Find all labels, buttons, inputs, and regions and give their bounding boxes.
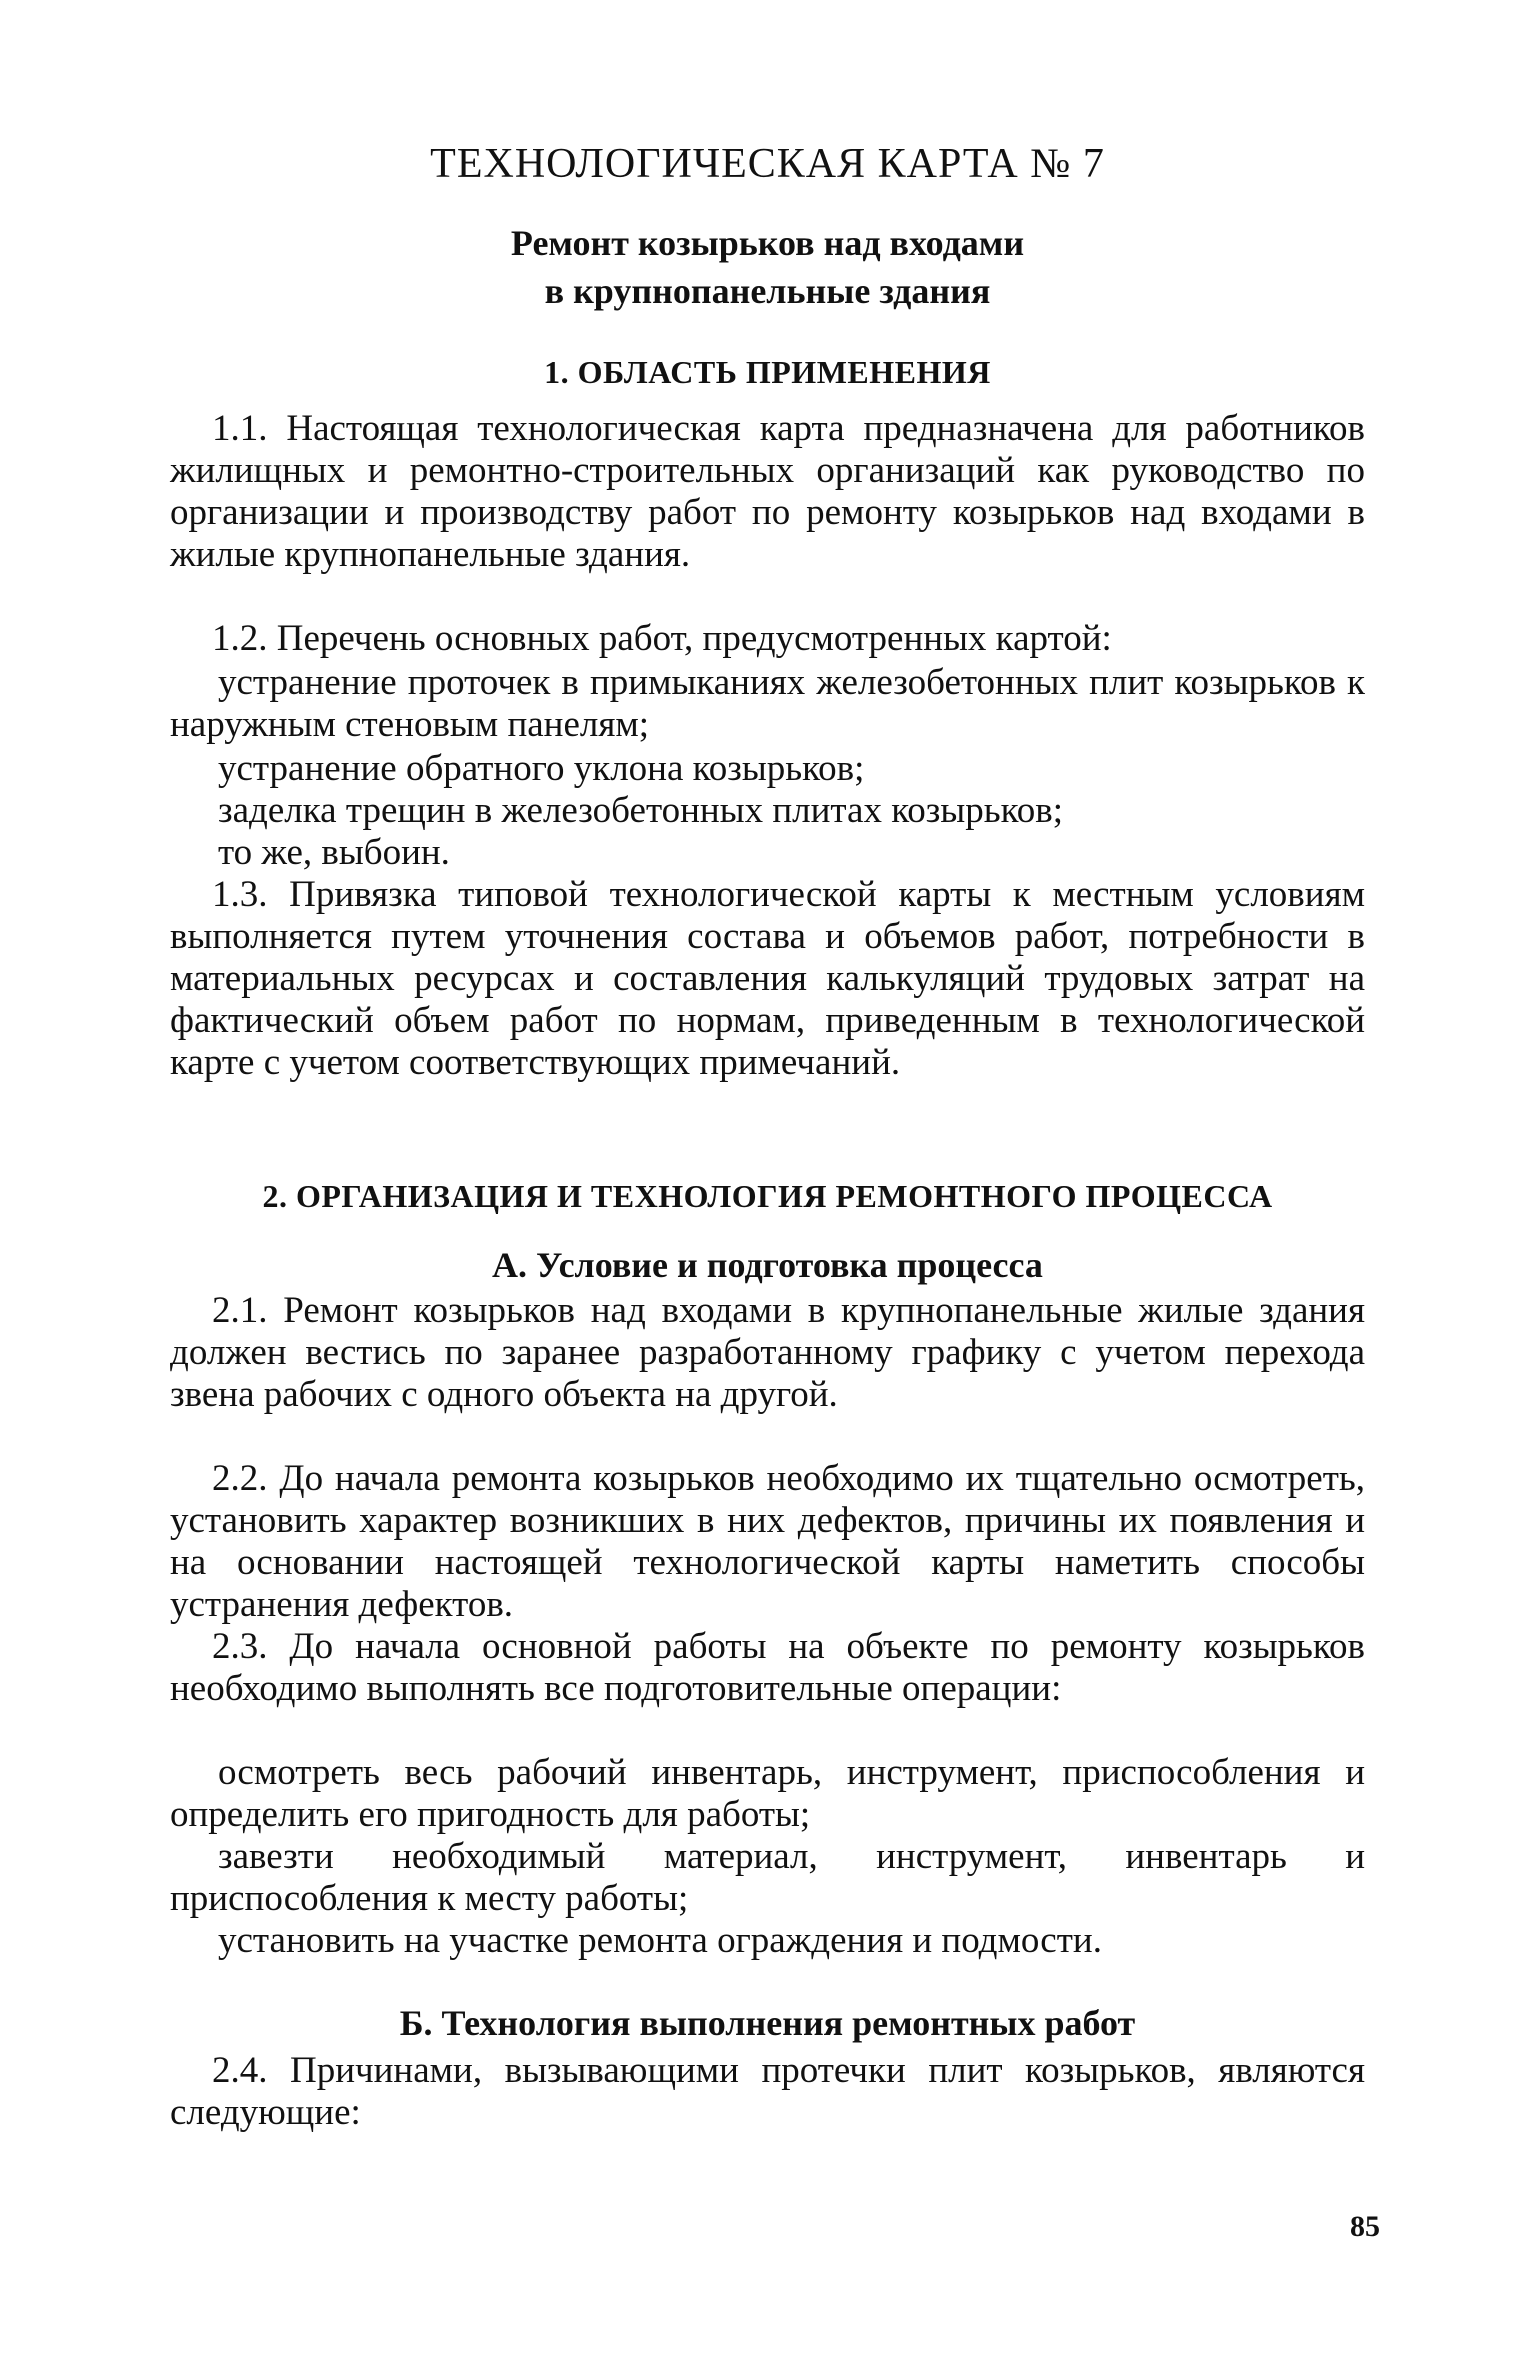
paragraph-2-3: 2.3. До начала основной работы на объекте по ремонту козырьков необходимо выполнять все подготовительные операции: — [170, 1626, 1365, 1709]
list-item: осмотреть весь рабочий инвентарь, инструмент, приспособления и определить его пригодность для работы; — [170, 1752, 1365, 1835]
list-item: заделка трещин в железобетонных плитах козырьков; — [218, 790, 1063, 831]
paragraph-2-4: 2.4. Причинами, вызывающими протечки плит козырьков, являются следующие: — [170, 2050, 1365, 2133]
subsection-a-heading: А. Условие и подготовка процесса — [492, 1245, 1043, 1285]
paragraph-1-1: 1.1. Настоящая технологическая карта предназначена для работников жилищных и ремонтно-строительных организаций как руководство по организации и производству работ по ремонту козырьков над входами в жилые крупнопанельные здания. — [170, 408, 1365, 575]
list-item: устранение обратного уклона козырьков; — [218, 748, 865, 789]
paragraph-2-2: 2.2. До начала ремонта козырьков необходимо их тщательно осмотреть, установить характер возникших в них дефектов, причины их появления и на основании настоящей технологической карты наметить способы устранения дефектов. — [170, 1458, 1365, 1625]
section-2-heading: 2. ОРГАНИЗАЦИЯ И ТЕХНОЛОГИЯ РЕМОНТНОГО ПРОЦЕССА — [262, 1178, 1273, 1214]
page-title: ТЕХНОЛОГИЧЕСКАЯ КАРТА № 7 — [430, 141, 1105, 187]
paragraph-2-1: 2.1. Ремонт козырьков над входами в крупнопанельные жилые здания должен вестись по заранее разработанному графику с учетом перехода звена рабочих с одного объекта на другой. — [170, 1290, 1365, 1415]
list-item: устранение проточек в примыканиях железобетонных плит козырьков к наружным стеновым панелям; — [170, 662, 1365, 745]
subtitle-line-1: Ремонт козырьков над входами — [510, 223, 1025, 263]
subtitle-line-2: в крупнопанельные здания — [544, 271, 991, 311]
list-item: завезти необходимый материал, инструмент, инвентарь и приспособления к месту работы; — [170, 1836, 1365, 1919]
list-item: установить на участке ремонта ограждения и подмости. — [218, 1920, 1102, 1961]
page-number: 85 — [1350, 2210, 1380, 2243]
list-item: то же, выбоин. — [218, 832, 450, 873]
subsection-b-heading: Б. Технология выполнения ремонтных работ — [399, 2003, 1136, 2043]
paragraph-1-2: 1.2. Перечень основных работ, предусмотренных картой: — [212, 618, 1112, 659]
section-1-heading: 1. ОБЛАСТЬ ПРИМЕНЕНИЯ — [544, 354, 991, 390]
paragraph-1-3: 1.3. Привязка типовой технологической карты к местным условиям выполняется путем уточнения состава и объемов работ, потребности в материальных ресурсах и составления калькуляций трудовых затрат на фактический объем работ по нормам, приведенным в технологической карте с учетом соответствующих примечаний. — [170, 874, 1365, 1083]
